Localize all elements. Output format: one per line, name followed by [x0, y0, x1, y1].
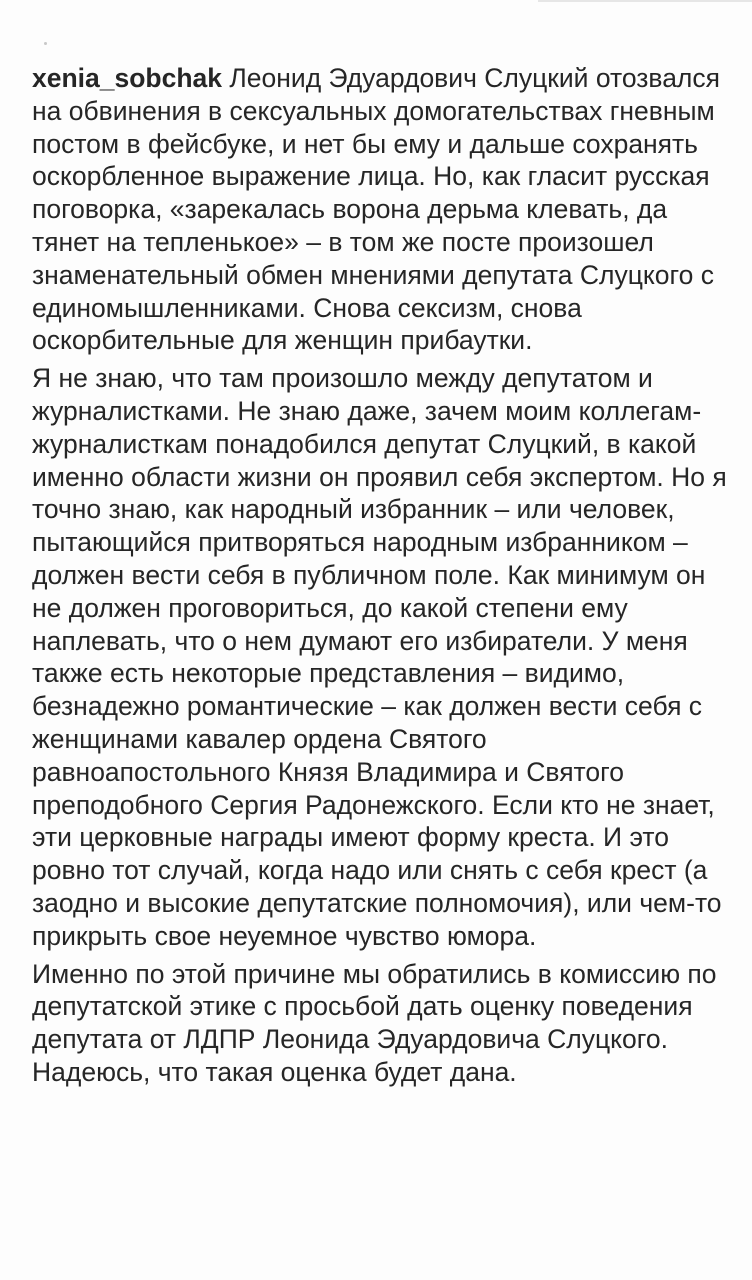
caption-paragraph-1: [32, 62, 732, 357]
caption-paragraph-3: Именно по этой причине мы обратились в комиссию по депутатской этике с просьбой дать оценку поведения депутата от ЛДПР Леонида Эдуардовича Слуцкого. Надеюсь, что такая оценка будет дана.: [32, 958, 717, 1087]
post-caption: [32, 62, 732, 1094]
caption-text-1: Леонид Эдуардович Слуцкий отозвался на обвинения в сексуальных домогательствах гневным постом в фейсбуке, и нет бы ему и дальше сохранять оскорбленное выражение лица. Но, как гласит русская поговорка, «зарекалась ворона дерьма клевать, да тянет на тепленькое» – в том же посте произошел знаменательный обмен мнениями депутата Слуцкого с единомышленниками. Снова сексизм, снова оскорбительные для женщин прибаутки.: [32, 63, 720, 356]
username-link[interactable]: xenia_sobchak: [32, 63, 223, 93]
more-dot-icon: [44, 42, 47, 45]
top-divider: [538, 0, 752, 2]
caption-paragraph-2: Я не знаю, что там произошло между депутатом и журналистками. Не знаю даже, зачем моим коллегам-журналисткам понадобился депутат Слуцкий, в какой именно области жизни он проявил себя экспертом. Но я точно знаю, как народный избранник – или человек, пытающийся притворяться народным избранником – должен вести себя в публичном поле. Как минимум он не должен проговориться, до какой степени ему наплевать, что о нем думают его избиратели. У меня также есть некоторые представления – видимо, безнадежно романтические – как должен вести себя с женщинами кавалер ордена Святого равноапостольного Князя Владимира и Святого преподобного Сергия Радонежского. Если кто не знает, эти церковные награды имеют форму креста. И это ровно тот случай, когда надо или снять с себя крест (а заодно и высокие депутатские полномочия), или чем-то прикрыть свое неуемное чувство юмора.: [32, 363, 727, 951]
